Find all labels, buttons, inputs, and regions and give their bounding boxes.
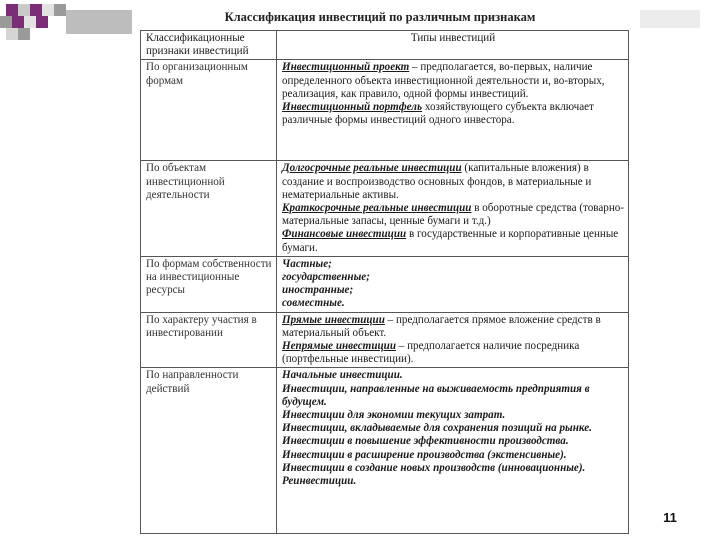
criterion-cell: По формам собственности на инвестиционные ресурсы <box>141 256 277 312</box>
type-item: Инвестиции для экономии текущих затрат. <box>282 409 506 422</box>
type-item: Реинвестиции. <box>282 475 357 488</box>
type-item: Инвестиционный проект – предполагается, во-первых, наличие определенного объекта инвестиционной деятельности и, во-вторых, реализация, как правило, одной формы инвестиций. <box>282 61 605 100</box>
title-bar-decoration <box>640 10 700 28</box>
criterion-cell: По организационным формам <box>141 60 277 161</box>
type-item: Финансовые инвестиции в государственные и корпоративные ценные бумаги. <box>282 228 619 254</box>
slide-title: Классификация инвестиций по различным признакам <box>224 10 536 24</box>
types-cell <box>277 60 629 161</box>
header-types: Типы инвестиций <box>277 31 629 60</box>
type-item: Краткосрочные реальные инвестиции в оборотные средства (товарно-материальные запасы, ценные бумаги и т.д.) <box>282 202 624 228</box>
table-row <box>141 368 629 534</box>
corner-decoration <box>0 0 140 40</box>
type-item: государственные; <box>282 271 370 284</box>
page-number: 11 <box>663 510 677 525</box>
header-criteria: Классификационные признаки инвестиций <box>141 31 277 60</box>
table-row <box>141 312 629 368</box>
types-cell <box>277 161 629 256</box>
type-item: Инвестиционный портфель хозяйствующего субъекта включает различные формы инвестиций одного инвестора. <box>282 101 594 127</box>
table-row <box>141 256 629 312</box>
type-item: Прямые инвестиции – предполагается прямое вложение средств в материальный объект. <box>282 313 601 339</box>
type-item: Инвестиции в создание новых производств (инновационные). <box>282 461 586 474</box>
table-header-row <box>141 31 629 60</box>
type-item: Инвестиции в расширение производства (экстенсивные). <box>282 448 567 461</box>
type-item: совместные. <box>282 297 345 310</box>
table-row <box>141 60 629 161</box>
criterion-cell: По характеру участия в инвестировании <box>141 312 277 368</box>
criterion-cell: По объектам инвестиционной деятельности <box>141 161 277 256</box>
type-item: иностранные; <box>282 284 354 297</box>
type-item: Непрямые инвестиции – предполагается наличие посредника (портфельные инвестиции). <box>282 340 580 366</box>
criterion-cell: По направленности действий <box>141 368 277 534</box>
type-item: Долгосрочные реальные инвестиции (капитальные вложения) в создание и воспроизводство основных фондов, в материальные и нематериальные активы. <box>282 162 592 201</box>
type-item: Инвестиции в повышение эффективности производства. <box>282 435 569 448</box>
types-cell <box>277 256 629 312</box>
table-row <box>141 161 629 256</box>
types-cell <box>277 368 629 534</box>
type-item: Инвестиции, направленные на выживаемость предприятия в будущем. <box>282 382 590 408</box>
type-item: Инвестиции, вкладываемые для сохранения позиций на рынке. <box>282 422 592 435</box>
types-cell <box>277 312 629 368</box>
type-item: Начальные инвестиции. <box>282 369 403 382</box>
classification-table <box>140 30 629 534</box>
type-item: Частные; <box>282 257 332 270</box>
